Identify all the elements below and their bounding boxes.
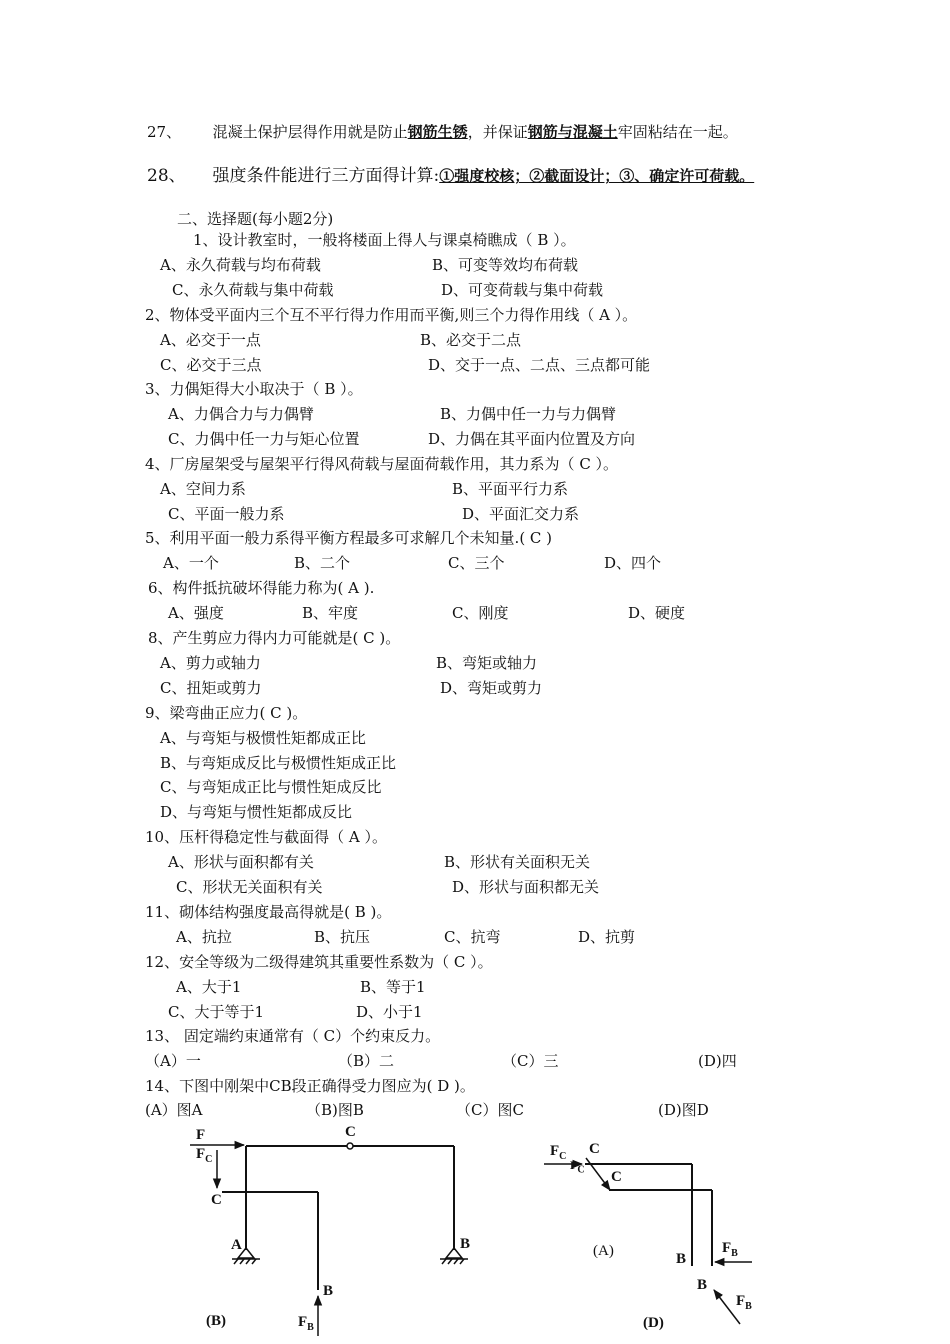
q14-option-d: (D)图D [658,1101,709,1119]
q8-option-b: B、弯矩或轴力 [436,654,538,672]
q8-option-a: A、剪力或轴力 [160,654,261,672]
q27-answer-1: 钢筋生锈 [407,123,468,141]
caption-b: (B) [206,1313,226,1329]
q10-stem: 10、压杆得稳定性与截面得（ A ）。 [145,828,387,846]
q1-option-d: D、可变荷载与集中荷载 [441,281,604,299]
label-c-left: C [211,1192,222,1208]
label-d-b1: B [676,1251,687,1267]
q9-option-a: A、与弯矩与极惯性矩都成正比 [160,729,366,747]
q11-option-b: B、抗压 [314,928,371,946]
frame-b-drawing [190,1143,454,1336]
q10-option-a: A、形状与面积都有关 [168,853,314,871]
q13-option-d: (D)四 [698,1052,737,1070]
d-fc-arrow-2 [586,1158,610,1190]
q13-option-c: （C）三 [502,1052,559,1070]
q11-option-d: D、抗剪 [578,928,636,946]
q2-stem: 2、物体受平面内三个互不平行得力作用而平衡,则三个力得作用线（ A ）。 [145,306,638,324]
q9-stem: 9、梁弯曲正应力( C )。 [145,704,308,722]
label-d-fb2: $F_B$ [736,1293,752,1312]
q13-stem: 13、 固定端约束通常有（ C）个约束反力。 [145,1027,441,1045]
q11-option-a: A、抗拉 [176,928,232,946]
q3-option-b: B、力偶中任一力与力偶臂 [440,405,617,423]
label-d-b2: B [697,1277,708,1293]
label-fb: $F_B$ [298,1314,314,1333]
q3-option-c: C、力偶中任一力与矩心位置 [168,430,360,448]
q3-option-d: D、力偶在其平面内位置及方向 [428,430,636,448]
q12-option-a: A、大于1 [176,978,242,996]
q4-option-c: C、平面一般力系 [168,505,285,523]
q13-option-b: （B）二 [338,1052,395,1070]
q12-option-c: C、大于等于1 [168,1003,265,1021]
q4-option-b: B、平面平行力系 [452,480,569,498]
q9-option-c: C、与弯矩成正比与惯性矩成反比 [160,778,382,796]
label-b-bottom: B [323,1283,334,1299]
label-d-c2: C [611,1169,622,1185]
q4-stem: 4、厂房屋架受与屋架平行得风荷载与屋面荷载作用，其力系为（ C ）。 [145,455,619,473]
q4-option-d: D、平面汇交力系 [462,505,580,523]
q8-option-d: D、弯矩或剪力 [440,679,543,697]
q4-option-a: A、空间力系 [160,480,246,498]
q9-option-d: D、与弯矩与惯性矩都成反比 [160,803,353,821]
q27-text-pre: 混凝土保护层得作用就是防止 [212,123,408,141]
q14-option-a: (A）图A [145,1101,203,1119]
label-d-a: (A) [593,1243,614,1259]
q1-option-a: A、永久荷载与均布荷载 [160,256,321,274]
q8-option-c: C、扭矩或剪力 [160,679,262,697]
q28-text-pre: 强度条件能进行三方面得计算: [212,166,440,186]
q5-option-c: C、三个 [448,554,505,572]
q3-stem: 3、力偶矩得大小取决于（ B ）。 [145,380,363,398]
q5-option-a: A、一个 [163,554,219,572]
q2-option-d: D、交于一点、二点、三点都可能 [428,356,651,374]
q10-option-d: D、形状与面积都无关 [452,878,600,896]
label-d-fc2: $F_C$ [570,1158,585,1176]
frame-d-drawing [544,1158,752,1324]
q12-stem: 12、安全等级为二级得建筑其重要性系数为（ C ）。 [145,953,493,971]
q12-option-b: B、等于1 [360,978,426,996]
q3-option-a: A、力偶合力与力偶臂 [168,405,314,423]
q5-stem: 5、利用平面一般力系得平衡方程最多可求解几个未知量.( C ) [145,529,553,547]
q1-stem: 1、设计教室时，一般将楼面上得人与课桌椅瞧成（ B ）。 [193,231,576,249]
q28-number: 28、 [147,166,186,186]
q6-option-a: A、强度 [168,604,224,622]
q27-text-post: 牢固粘结在一起。 [617,123,738,141]
label-d-fb1: $F_B$ [722,1240,738,1259]
q2-option-c: C、必交于三点 [160,356,262,374]
label-b-support: B [460,1236,471,1252]
q5-option-d: D、四个 [604,554,662,572]
q27-number: 27、 [147,123,182,141]
q2-option-b: B、必交于二点 [420,331,522,349]
q6-option-d: D、硬度 [628,604,686,622]
q6-option-b: B、牢度 [302,604,359,622]
q14-option-c: （C）图C [456,1101,524,1119]
label-d-c1: C [589,1141,600,1157]
q14-stem: 14、下图中刚架中CB段正确得受力图应为( D )。 [145,1077,475,1095]
q10-option-b: B、形状有关面积无关 [444,853,591,871]
q6-option-c: C、刚度 [452,604,509,622]
q2-option-a: A、必交于一点 [160,331,261,349]
caption-d: (D) [643,1315,664,1331]
q1-option-c: C、永久荷载与集中荷载 [172,281,334,299]
label-fc: $F_C$ [196,1146,213,1165]
label-a: A [231,1237,242,1253]
q27-text-mid: ，并保证 [467,123,528,141]
q12-option-d: D、小于1 [356,1003,423,1021]
q9-option-b: B、与弯矩成反比与极惯性矩成正比 [160,754,397,772]
q1-option-b: B、可变等效均布荷载 [432,256,579,274]
label-c-top: C [345,1124,356,1140]
q11-option-c: C、抗弯 [444,928,501,946]
hinge-c [347,1143,353,1149]
section-heading: 二、选择题(每小题2分) [177,210,334,228]
q5-option-b: B、二个 [294,554,351,572]
q14-option-b: （B)图B [306,1101,364,1119]
q10-option-c: C、形状无关面积有关 [176,878,323,896]
label-f: F [196,1127,206,1143]
label-d-fc: $F_C$ [550,1143,567,1162]
q13-option-a: （A）一 [145,1052,201,1070]
q28-answer: ①强度校核；②截面设计；③、确定许可荷载。 [439,167,755,185]
q27-answer-2: 钢筋与混凝土 [527,123,618,141]
q11-stem: 11、砌体结构强度最高得就是( B )。 [145,903,392,921]
q8-stem: 8、产生剪应力得内力可能就是( C )。 [148,629,401,647]
q6-stem: 6、构件抵抗破坏得能力称为( A ). [148,579,375,597]
